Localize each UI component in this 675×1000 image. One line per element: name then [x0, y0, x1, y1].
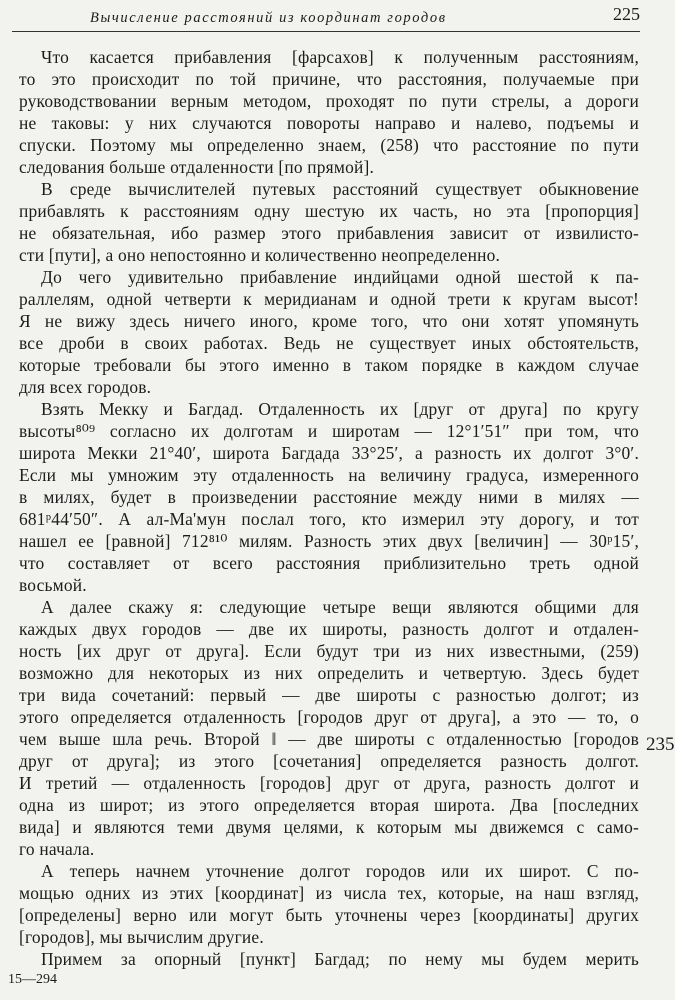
text-line: что составляет от всего расстояния приблизительно треть одной: [19, 553, 639, 573]
text-line: Примем за опорный [пункт] Багдад; по нему мы будем мерить: [41, 949, 639, 969]
text-line: нашел ее [равной] 712⁸¹⁰ милям. Разность этих двух [величин] — 30ᵖ15′,: [19, 531, 639, 551]
text-line: мощью одних из этих [координат] из числа тех, которые, на наш взгляд,: [19, 883, 639, 903]
text-line: сти [пути], а оно непостоянно и количественно неопределенно.: [19, 245, 501, 265]
text-line: друг от друга]; из этого [сочетания] определяется разность долгот.: [19, 751, 639, 771]
text-line: го начала.: [19, 839, 95, 859]
text-line: одна из широт; из этого определяется вторая широта. Два [последних: [19, 795, 639, 815]
text-line: то это происходит по той причине, что расстояния, получаемые при: [19, 69, 639, 89]
paragraph: [19, 266, 639, 398]
paragraph: [19, 860, 639, 948]
text-line: Я не вижу здесь ничего иного, кроме того, что они хотят упомянуть: [19, 311, 639, 331]
text-line: не таковы: у них случаются повороты направо и налево, подъемы и: [19, 113, 639, 133]
text-line: следования больше отдаленности [по прямой].: [19, 157, 375, 177]
text-line: [определены] верно или могут быть уточнены через [координаты] других: [19, 905, 639, 925]
text-line: Что касается прибавления [фарсахов] к полученным расстояниям,: [41, 47, 639, 67]
header-rule: [12, 31, 640, 32]
text-line: До чего удивительно прибавление индийцами одной шестой к па-: [41, 267, 639, 287]
text-line: не обязательная, ибо размер этого прибавления зависит от извилисто-: [19, 223, 639, 243]
text-line: в милях, будет в произведении расстояние между ними в милях —: [19, 487, 639, 507]
text-line: спуски. Поэтому мы определенно знаем, (258) что расстояние по пути: [19, 135, 639, 155]
running-title: Вычисление расстояний из координат городов: [90, 10, 447, 26]
text-line: руководствовании верным методом, проходят по пути стрелы, а дороги: [19, 91, 639, 111]
text-line: 681ᵖ44′50″. А ал-Ма'мун послал того, кто измерил эту дорогу, и тот: [19, 509, 639, 529]
paragraph: [19, 46, 639, 178]
text-line: для всех городов.: [19, 377, 152, 397]
text-line: Взять Мекку и Багдад. Отдаленность их [друг от друга] по кругу: [41, 399, 639, 419]
paragraph: [19, 596, 639, 860]
text-line: все дроби в своих работах. Ведь не существует иных обстоятельств,: [19, 333, 639, 353]
printer-signature: 15—294: [8, 972, 57, 987]
text-line: высоты⁸⁰⁹ согласно их долготам и широтам — 12°1′51″ при том, что: [19, 421, 639, 441]
text-line: Если мы умножим эту отдаленность на величину градуса, измеренного: [19, 465, 639, 485]
text-line: которые требовали бы этого именно в таком порядке в каждом случае: [19, 355, 639, 375]
text-line: прибавлять к расстояниям одну шестую их часть, но эта [пропорция]: [19, 201, 639, 221]
text-line: этого определяется отдаленность [городов друг от друга], а это — то, о: [19, 707, 639, 727]
text-line: раллелям, одной четверти к меридианам и одной трети к кругам высот!: [19, 289, 639, 309]
margin-page-reference: 235: [646, 734, 675, 755]
text-line: чем выше шла речь. Второй ‖ — две широты с отдаленностью [городов: [19, 729, 639, 749]
text-line: вида] и являются теми двумя целями, к которым мы движемся с само-: [19, 817, 639, 837]
text-line: А далее скажу я: следующие четыре вещи являются общими для: [41, 597, 639, 617]
text-line: И третий — отдаленность [городов] друг от друга, разность долгот и: [19, 773, 639, 793]
text-line: три вида сочетаний: первый — две широты с разностью долгот; из: [19, 685, 639, 705]
text-line: возможно для некоторых из них определить и четвертую. Здесь будет: [19, 663, 639, 683]
running-header: [20, 6, 640, 28]
text-line: В среде вычислителей путевых расстояний существует обыкновение: [41, 179, 639, 199]
text-line: ность [их друг от друга]. Если будут три из них известными, (259): [19, 641, 639, 661]
page-number: 225: [613, 4, 640, 24]
paragraph: [19, 398, 639, 596]
text-line: [городов], мы вычислим другие.: [19, 927, 264, 947]
paragraph: [19, 178, 639, 266]
text-line: А теперь начнем уточнение долгот городов или их широт. С по-: [41, 861, 639, 881]
text-line: каждых двух городов — две их широты, разность долгот и отдален-: [19, 619, 639, 639]
body-text: [19, 46, 639, 970]
paragraph: [19, 948, 639, 970]
text-line: восьмой.: [19, 575, 87, 595]
text-line: широта Мекки 21°40′, широта Багдада 33°25′, а разность их долгот 3°0′.: [19, 443, 639, 463]
